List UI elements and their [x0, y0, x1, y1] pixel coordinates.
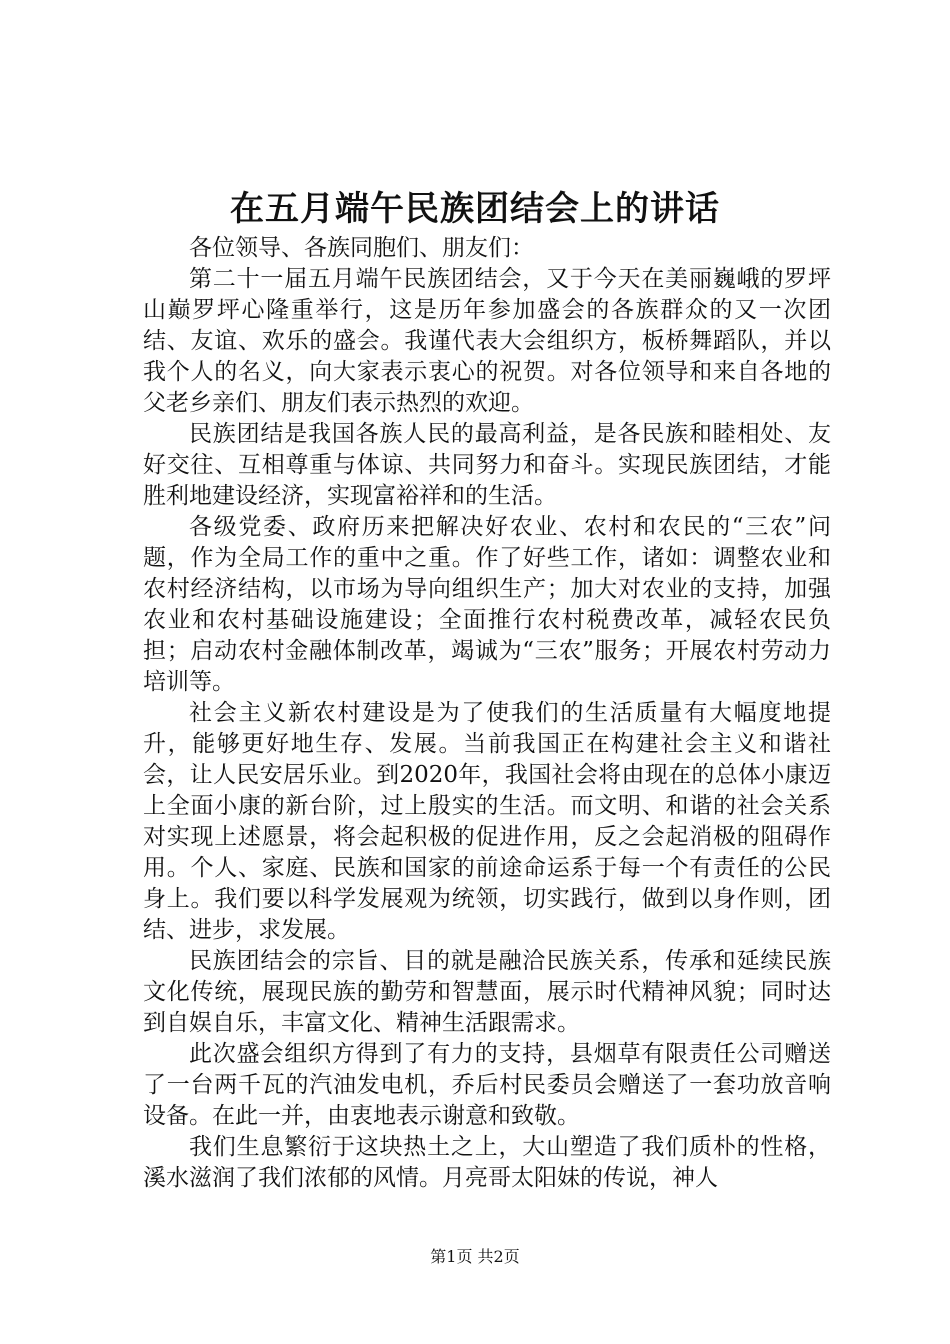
- body-paragraph: 民族团结会的宗旨、目的就是融洽民族关系，传承和延续民族文化传统，展现民族的勤劳和智慧面，展示时代精神风貌；同时达到自娱自乐，丰富文化、精神生活跟需求。: [143, 948, 831, 1036]
- body-paragraph: 我们生息繁衍于这块热土之上，大山塑造了我们质朴的性格，溪水滋润了我们浓郁的风情。月亮哥太阳妹的传说，神人: [143, 1134, 831, 1191]
- body-paragraph: 各级党委、政府历来把解决好农业、农村和农民的“三农”问题，作为全局工作的重中之重。作了好些工作，诸如：调整农业和农村经济结构，以市场为导向组织生产；加大对农业的支持，加强农业和农村基础设施建设；全面推行农村税费改革，减轻农民负担；启动农村金融体制改革，竭诚为“三农”服务；开展农村劳动力培训等。: [143, 514, 831, 695]
- document-title: 在五月端午民族团结会上的讲话: [230, 189, 720, 229]
- page-number-footer: 第1页 共2页: [430, 1247, 520, 1266]
- body-paragraph: 第二十一届五月端午民族团结会，又于今天在美丽巍峨的罗坪山巅罗坪心隆重举行，这是历年参加盛会的各族群众的又一次团结、友谊、欢乐的盛会。我谨代表大会组织方，板桥舞蹈队，并以我个人的名义，向大家表示衷心的祝贺。对各位领导和来自各地的父老乡亲们、朋友们表示热烈的欢迎。: [143, 266, 831, 416]
- body-paragraph: 社会主义新农村建设是为了使我们的生活质量有大幅度地提升，能够更好地生存、发展。当前我国正在构建社会主义和谐社会，让人民安居乐业。到2020年，我国社会将由现在的总体小康迈上全面小康的新台阶，过上殷实的生活。而文明、和谐的社会关系对实现上述愿景，将会起积极的促进作用，反之会起消极的阻碍作用。个人、家庭、民族和国家的前途命运系于每一个有责任的公民身上。我们要以科学发展观为统领，切实践行，做到以身作则，团结、进步，求发展。: [143, 700, 831, 943]
- body-paragraph: 民族团结是我国各族人民的最高利益，是各民族和睦相处、友好交往、互相尊重与体谅、共同努力和奋斗。实现民族团结，才能胜利地建设经济，实现富裕祥和的生活。: [143, 421, 831, 509]
- body-paragraph: 此次盛会组织方得到了有力的支持，县烟草有限责任公司赠送了一台两千瓦的汽油发电机，乔后村民委员会赠送了一套功放音响设备。在此一并，由衷地表示谢意和致敬。: [143, 1041, 831, 1129]
- document-body: [143, 233, 831, 1194]
- salutation-paragraph: 各位领导、各族同胞们、朋友们：: [189, 235, 534, 261]
